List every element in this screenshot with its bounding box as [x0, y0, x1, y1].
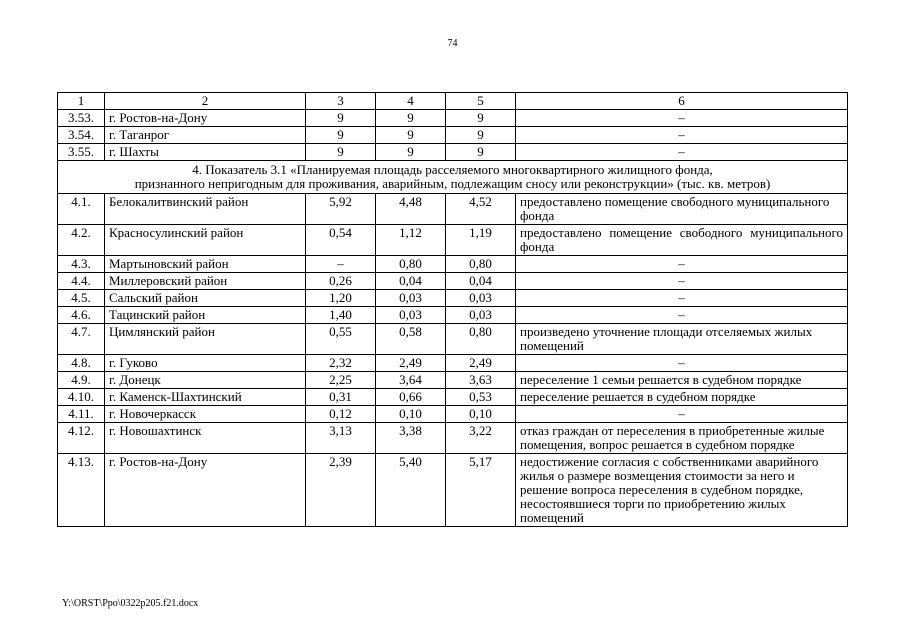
row-note: недостижение согласия с собственниками аварийного жилья о размере возмещения стоимости за него и решение вопроса переселения в судебном порядке, несостоявшиеся торги по приобретению жилых помещений [516, 454, 848, 527]
header-cell: 6 [516, 93, 848, 110]
row-note: – [516, 355, 848, 372]
row-note: предоставлено помещение свободного муниципального фонда [516, 225, 848, 256]
row-name: Миллеровский район [105, 273, 306, 290]
row-name: г. Ростов-на-Дону [105, 454, 306, 527]
table-row [58, 307, 848, 324]
row-col4: 0,03 [376, 307, 446, 324]
row-name: г. Ростов-на-Дону [105, 110, 306, 127]
row-note: – [516, 127, 848, 144]
row-col5: 0,04 [446, 273, 516, 290]
row-number: 4.12. [58, 423, 105, 454]
table-row [58, 372, 848, 389]
row-name: Цимлянский район [105, 324, 306, 355]
table-row [58, 423, 848, 454]
header-cell: 5 [446, 93, 516, 110]
row-name: г. Новошахтинск [105, 423, 306, 454]
data-table [57, 92, 848, 527]
row-col5: 9 [446, 110, 516, 127]
section-header-row [58, 161, 848, 194]
row-col4: 3,38 [376, 423, 446, 454]
row-note: предоставлено помещение свободного муниципального фонда [516, 194, 848, 225]
row-name: Тацинский район [105, 307, 306, 324]
row-number: 4.10. [58, 389, 105, 406]
row-note: произведено уточнение площади отселяемых жилых помещений [516, 324, 848, 355]
section-title-line: признанного непригодным для проживания, аварийным, подлежащим сносу или реконструкции» (тыс. кв. метров) [134, 176, 771, 191]
row-col3: 2,25 [306, 372, 376, 389]
header-cell: 3 [306, 93, 376, 110]
section-title [58, 161, 848, 194]
row-col3: – [306, 256, 376, 273]
row-col4: 2,49 [376, 355, 446, 372]
row-col4: 3,64 [376, 372, 446, 389]
row-col5: 0,03 [446, 290, 516, 307]
row-col3: 0,12 [306, 406, 376, 423]
row-name: г. Каменск-Шахтинский [105, 389, 306, 406]
row-col4: 0,03 [376, 290, 446, 307]
row-note: переселение 1 семьи решается в судебном порядке [516, 372, 848, 389]
row-col5: 9 [446, 144, 516, 161]
footer-file-path: Y:\ORST\Ppo\0322p205.f21.docx [62, 598, 199, 609]
row-col4: 0,58 [376, 324, 446, 355]
row-col3: 2,39 [306, 454, 376, 527]
row-col4: 0,80 [376, 256, 446, 273]
row-col3: 1,20 [306, 290, 376, 307]
table-row [58, 225, 848, 256]
row-number: 4.11. [58, 406, 105, 423]
row-name: г. Шахты [105, 144, 306, 161]
table-row [58, 406, 848, 423]
header-cell: 2 [105, 93, 306, 110]
table-row [58, 256, 848, 273]
row-col5: 4,52 [446, 194, 516, 225]
row-number: 3.55. [58, 144, 105, 161]
row-name: г. Новочеркасск [105, 406, 306, 423]
row-col3: 1,40 [306, 307, 376, 324]
row-note: – [516, 290, 848, 307]
row-col5: 9 [446, 127, 516, 144]
row-col4: 4,48 [376, 194, 446, 225]
row-col3: 9 [306, 127, 376, 144]
row-col5: 0,03 [446, 307, 516, 324]
row-number: 4.6. [58, 307, 105, 324]
row-col3: 5,92 [306, 194, 376, 225]
row-note: – [516, 144, 848, 161]
row-note: переселение решается в судебном порядке [516, 389, 848, 406]
row-name: г. Донецк [105, 372, 306, 389]
row-col3: 9 [306, 144, 376, 161]
table-row [58, 324, 848, 355]
table-row [58, 273, 848, 290]
row-name: г. Гуково [105, 355, 306, 372]
row-col5: 0,80 [446, 324, 516, 355]
row-number: 4.2. [58, 225, 105, 256]
row-col5: 5,17 [446, 454, 516, 527]
row-note: отказ граждан от переселения в приобретенные жилые помещения, вопрос решается в судебном порядке [516, 423, 848, 454]
row-name: Красносулинский район [105, 225, 306, 256]
row-col4: 1,12 [376, 225, 446, 256]
table-row [58, 144, 848, 161]
row-col4: 0,04 [376, 273, 446, 290]
header-cell: 1 [58, 93, 105, 110]
table-header-row [58, 93, 848, 110]
table-row [58, 355, 848, 372]
row-col3: 0,31 [306, 389, 376, 406]
table-row [58, 389, 848, 406]
row-col3: 0,55 [306, 324, 376, 355]
row-number: 4.5. [58, 290, 105, 307]
row-number: 4.3. [58, 256, 105, 273]
row-col4: 0,66 [376, 389, 446, 406]
row-name: г. Таганрог [105, 127, 306, 144]
row-note: – [516, 307, 848, 324]
row-col5: 1,19 [446, 225, 516, 256]
row-col3: 0,54 [306, 225, 376, 256]
row-col4: 9 [376, 127, 446, 144]
row-col4: 9 [376, 144, 446, 161]
row-name: Белокалитвинский район [105, 194, 306, 225]
row-col5: 2,49 [446, 355, 516, 372]
row-number: 3.54. [58, 127, 105, 144]
row-number: 4.7. [58, 324, 105, 355]
row-col3: 9 [306, 110, 376, 127]
row-col3: 2,32 [306, 355, 376, 372]
table-row [58, 110, 848, 127]
table-row [58, 454, 848, 527]
row-name: Мартыновский район [105, 256, 306, 273]
row-number: 3.53. [58, 110, 105, 127]
row-col3: 0,26 [306, 273, 376, 290]
row-col4: 9 [376, 110, 446, 127]
row-number: 4.4. [58, 273, 105, 290]
row-col5: 0,53 [446, 389, 516, 406]
row-col4: 5,40 [376, 454, 446, 527]
header-cell: 4 [376, 93, 446, 110]
row-col5: 3,22 [446, 423, 516, 454]
row-note: – [516, 273, 848, 290]
table-row [58, 290, 848, 307]
row-col3: 3,13 [306, 423, 376, 454]
row-note: – [516, 406, 848, 423]
row-note: – [516, 110, 848, 127]
row-number: 4.8. [58, 355, 105, 372]
table-row [58, 127, 848, 144]
row-col5: 0,80 [446, 256, 516, 273]
row-note: – [516, 256, 848, 273]
row-name: Сальский район [105, 290, 306, 307]
table-row [58, 194, 848, 225]
section-title-line: 4. Показатель 3.1 «Планируемая площадь расселяемого многоквартирного жилищного фонда, [192, 162, 713, 177]
row-col5: 3,63 [446, 372, 516, 389]
row-number: 4.1. [58, 194, 105, 225]
row-number: 4.13. [58, 454, 105, 527]
row-col5: 0,10 [446, 406, 516, 423]
row-col4: 0,10 [376, 406, 446, 423]
row-number: 4.9. [58, 372, 105, 389]
page-number: 74 [447, 38, 458, 49]
